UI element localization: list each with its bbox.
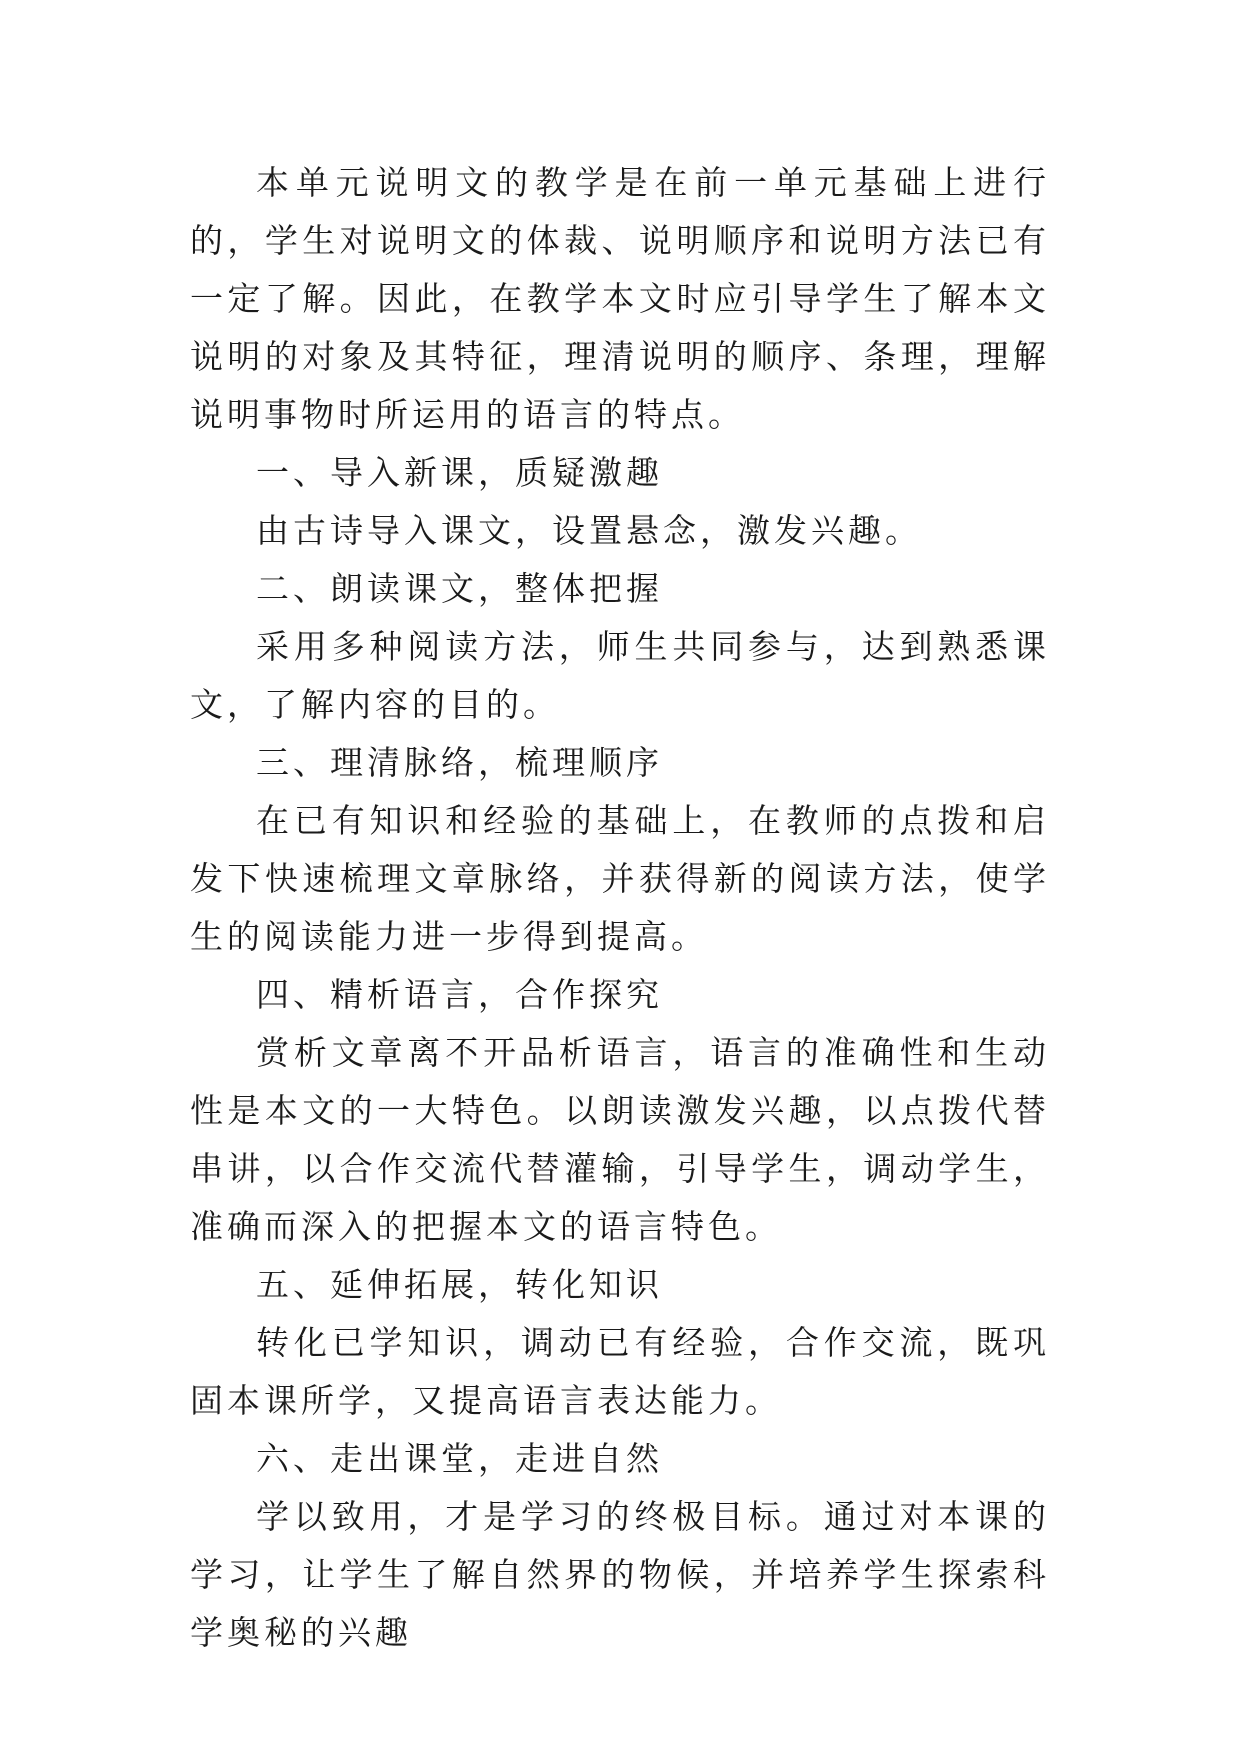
section-body-6: 学以致用，才是学习的终极目标。通过对本课的学习，让学生了解自然界的物候，并培养学生探索科学奥秘的兴趣: [190, 1497, 1050, 1652]
section-heading-5: 五、延伸拓展，转化知识: [256, 1265, 663, 1304]
section-heading-1: 一、导入新课，质疑激趣: [256, 453, 663, 492]
section-body-1: 由古诗导入课文，设置悬念，激发兴趣。: [256, 511, 922, 550]
section-body-2: 采用多种阅读方法，师生共同参与，达到熟悉课文，了解内容的目的。: [190, 627, 1050, 724]
section-body-3: 在已有知识和经验的基础上，在教师的点拨和启发下快速梳理文章脉络，并获得新的阅读方法，使学生的阅读能力进一步得到提高。: [190, 801, 1050, 956]
section-heading-3: 三、理清脉络，梳理顺序: [256, 743, 663, 782]
document-body: [190, 154, 1050, 1662]
section-heading-6: 六、走出课堂，走进自然: [256, 1439, 663, 1478]
section-heading-4: 四、精析语言，合作探究: [256, 975, 663, 1014]
section-heading-2: 二、朗读课文，整体把握: [256, 569, 663, 608]
section-body-4: 赏析文章离不开品析语言，语言的准确性和生动性是本文的一大特色。以朗读激发兴趣，以点拨代替串讲，以合作交流代替灌输，引导学生，调动学生，准确而深入的把握本文的语言特色。: [190, 1033, 1050, 1246]
section-body-5: 转化已学知识，调动已有经验，合作交流，既巩固本课所学，又提高语言表达能力。: [190, 1323, 1050, 1420]
intro-paragraph: 本单元说明文的教学是在前一单元基础上进行的，学生对说明文的体裁、说明顺序和说明方法已有一定了解。因此，在教学本文时应引导学生了解本文说明的对象及其特征，理清说明的顺序、条理，理解说明事物时所运用的语言的特点。: [190, 163, 1050, 434]
